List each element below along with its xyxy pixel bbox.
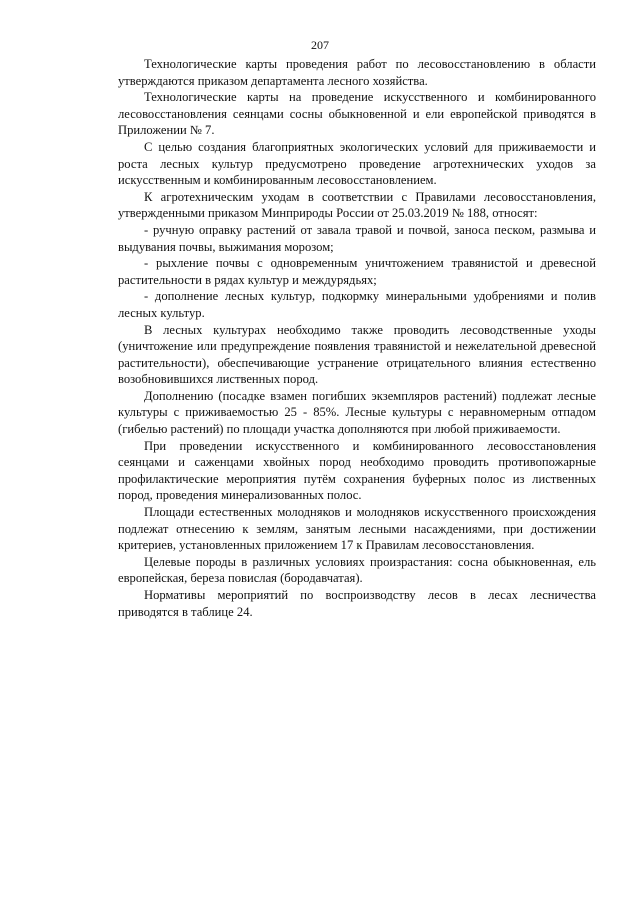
paragraph-1: Технологические карты проведения работ по лесовосстановлению в области утверждаются приказом департамента лесного хозяйства. (118, 57, 596, 88)
paragraph-10: Нормативы мероприятий по воспроизводству лесов в лесах лесничества приводятся в таблице 24. (118, 588, 596, 619)
paragraph-6: Дополнению (посадке взамен погибших экземпляров растений) подлежат лесные культуры с приживаемостью 25 - 85%. Лесные культуры с неравномерным отпадом (гибелью растений) по площади участка дополняются при любой приживаемости. (118, 388, 596, 437)
list-item-1: - ручную оправку растений от завала травой и почвой, заноса песком, размыва и выдувания почвы, выжимания морозом; (118, 222, 596, 254)
paragraph-8: Площади естественных молодняков и молодняков искусственного происхождения подлежат отнесению к землям, занятым лесными насаждениями, при достижении критериев, установленных приложением 17 к Правилам лесовосстановления. (118, 505, 596, 553)
list-item-3: - дополнение лесных культур, подкормку минеральными удобрениями и полив лесных культур. (118, 289, 596, 320)
list-item-2: - рыхление почвы с одновременным уничтожением травянистой и древесной растительности в рядах культур и междурядьях; (118, 256, 596, 287)
paragraph-4: К агротехническим уходам в соответствии с Правилами лесовосстановления, утвержденными приказом Минприроды России от 25.03.2019 № 188, относят: (118, 189, 596, 221)
paragraph-2: Технологические карты на проведение искусственного и комбинированного лесовосстановления сеянцами сосны обыкновенной и ели европейской приводятся в Приложении № 7. (118, 90, 596, 138)
paragraph-5: В лесных культурах необходимо также проводить лесоводственные уходы (уничтожение или предупреждение появления травянистой и нежелательной древесной растительности), обеспечивающие устранение отрицательного влияния естественно возобновившихся лиственных пород. (118, 322, 596, 387)
paragraph-9: Целевые породы в различных условиях произрастания: сосна обыкновенная, ель европейская, береза повислая (бородавчатая). (118, 554, 596, 586)
paragraph-3: С целью создания благоприятных экологических условий для приживаемости и роста лесных культур предусмотрено проведение агротехнических уходов за искусственным и комбинированным лесовосстановлением. (118, 139, 596, 188)
paragraph-7: При проведении искусственного и комбинированного лесовосстановления сеянцами и саженцами хвойных пород необходимо проводить противопожарные профилактические мероприятия путём сохранения буферных полос из лиственных пород, проведения минерализованных полос. (118, 438, 596, 503)
body-text (118, 56, 596, 620)
page-number: 207 (311, 38, 329, 52)
